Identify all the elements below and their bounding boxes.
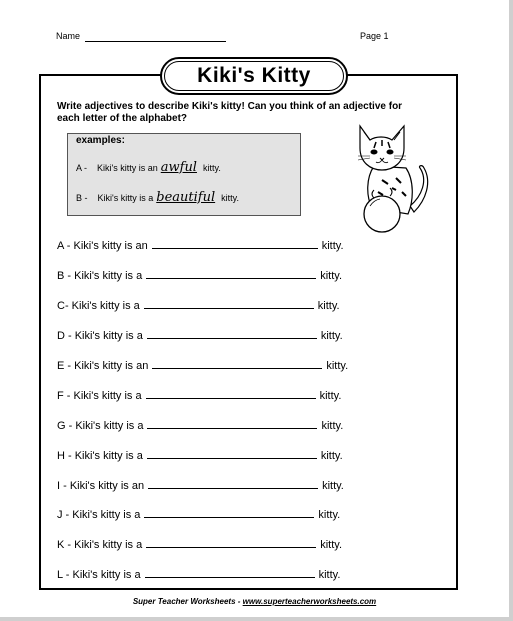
example-suffix: kitty. (221, 193, 239, 203)
examples-heading: examples: (76, 135, 125, 146)
answer-row-l (57, 568, 340, 581)
answer-row-f (57, 389, 341, 402)
row-prefix: C- Kiki's kitty is a (57, 300, 140, 312)
row-prefix: F - Kiki's kitty is a (57, 390, 142, 402)
ball (364, 196, 400, 232)
row-suffix: kitty. (320, 270, 343, 282)
answer-blank[interactable] (152, 359, 322, 369)
answer-blank[interactable] (152, 239, 318, 249)
answer-row-b (57, 269, 342, 282)
example-line-a (76, 160, 221, 175)
answer-blank[interactable] (147, 329, 317, 339)
page-number: Page 1 (360, 31, 389, 41)
row-prefix: L - Kiki's kitty is a (57, 569, 141, 581)
footer-url-link[interactable]: www.superteacherworksheets.com (242, 597, 377, 606)
answer-blank[interactable] (146, 389, 316, 399)
row-prefix: A - Kiki's kitty is an (57, 240, 148, 252)
answer-blank[interactable] (146, 269, 316, 279)
name-blank-line (85, 41, 226, 42)
answer-blank[interactable] (148, 479, 318, 489)
answer-row-a (57, 239, 344, 252)
answer-row-i (57, 479, 344, 492)
example-word: awful (160, 160, 197, 175)
row-suffix: kitty. (318, 569, 341, 581)
example-letter: A - (76, 163, 88, 173)
row-prefix: I - Kiki's kitty is an (57, 480, 145, 492)
example-prefix: Kiki's kitty is a (97, 193, 154, 203)
answer-row-k (57, 538, 342, 551)
example-letter: B - (76, 193, 88, 203)
row-prefix: J - Kiki's kitty is a (57, 509, 141, 521)
row-prefix: D - Kiki's kitty is a (57, 330, 143, 342)
answer-row-d (57, 329, 343, 342)
row-prefix: E - Kiki's kitty is an (57, 360, 149, 372)
name-label: Name (56, 31, 81, 41)
row-suffix: kitty. (322, 480, 344, 492)
instructions: Write adjectives to describe Kiki's kitty! Can you think of an adjective for each letter of the alphabet? (57, 101, 403, 124)
answer-row-c (57, 299, 340, 312)
row-suffix: kitty. (320, 450, 343, 462)
answer-blank[interactable] (147, 449, 317, 459)
kitten-illustration (352, 122, 432, 234)
row-suffix: kitty. (321, 240, 344, 252)
answer-blank[interactable] (146, 538, 316, 548)
answer-row-h (57, 449, 343, 462)
example-prefix: Kiki's kitty is an (97, 163, 158, 173)
row-prefix: H - Kiki's kitty is a (57, 450, 143, 462)
row-suffix: kitty. (320, 330, 343, 342)
footer-brand: Super Teacher Worksheets (132, 597, 236, 606)
row-prefix: B - Kiki's kitty is a (57, 270, 143, 282)
footer (0, 597, 509, 606)
answer-row-g (57, 419, 343, 432)
row-suffix: kitty. (319, 390, 342, 402)
answer-blank[interactable] (144, 299, 314, 309)
worksheet-title: Kiki's Kitty (197, 64, 311, 87)
answer-blank[interactable] (147, 419, 317, 429)
example-word: beautiful (156, 190, 216, 205)
row-suffix: kitty. (326, 360, 349, 372)
window-edge-right (509, 0, 513, 621)
row-suffix: kitty. (321, 420, 344, 432)
footer-separator: - (235, 597, 243, 606)
row-suffix: kitty. (317, 300, 340, 312)
row-prefix: G - Kiki's kitty is a (57, 420, 144, 432)
row-suffix: kitty. (320, 539, 343, 551)
answer-row-j (57, 508, 340, 521)
row-suffix: kitty. (318, 509, 341, 521)
answer-blank[interactable] (144, 508, 314, 518)
example-suffix: kitty. (202, 163, 221, 173)
window-edge-bottom (0, 617, 513, 621)
example-line-b (76, 190, 239, 205)
kitten-head (360, 126, 404, 170)
answer-row-e (57, 359, 348, 372)
row-prefix: K - Kiki's kitty is a (57, 539, 143, 551)
answer-blank[interactable] (145, 568, 315, 578)
